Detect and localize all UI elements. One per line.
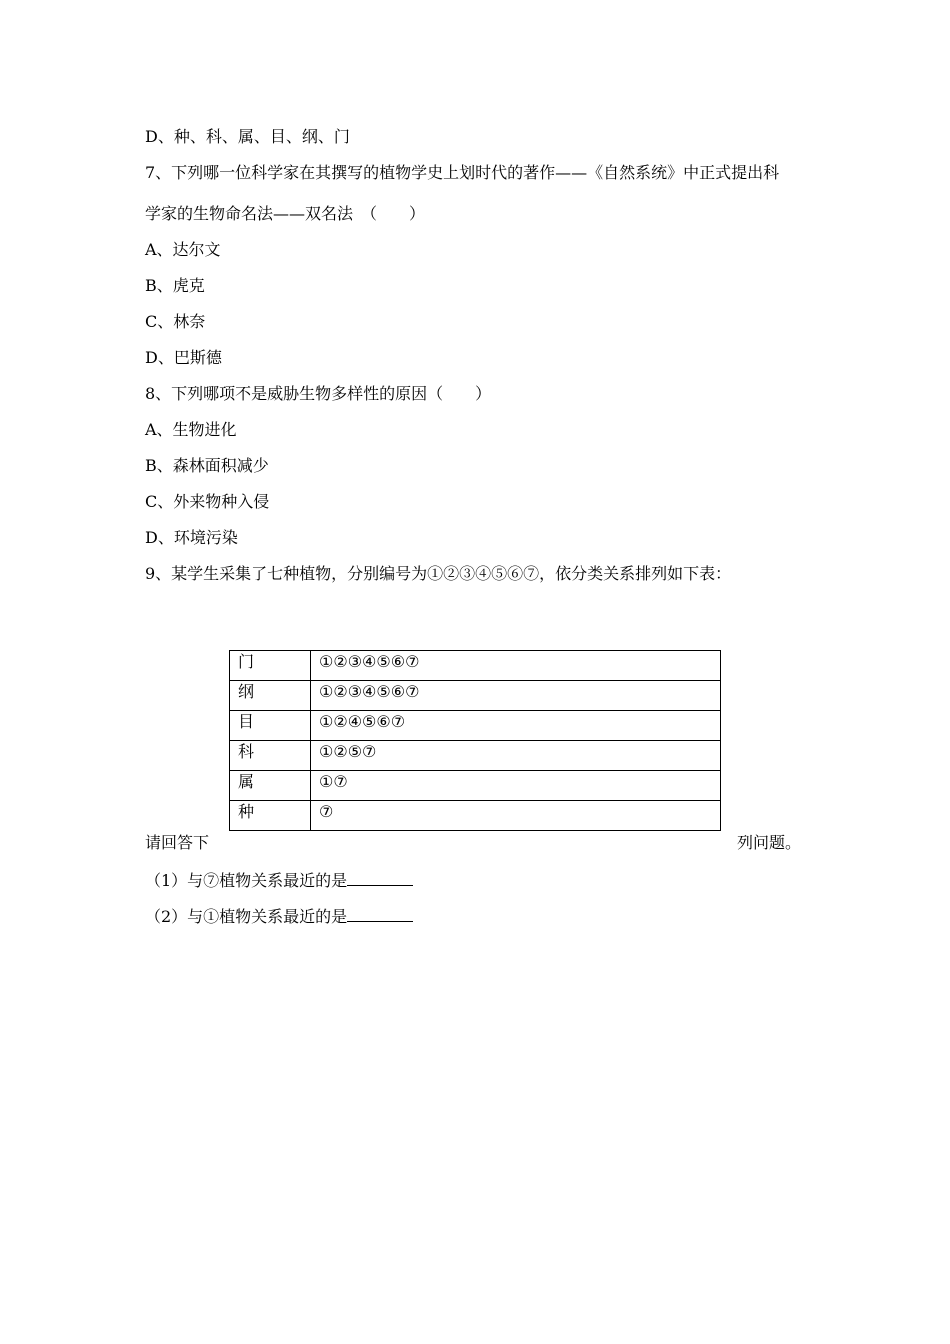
q8-option-a: A、生物进化 bbox=[145, 420, 237, 439]
q7-option-b: B、虎克 bbox=[145, 276, 205, 295]
q8-option-b: B、森林面积减少 bbox=[145, 456, 269, 475]
table-row bbox=[230, 741, 721, 771]
q9-sub1-text: （1）与⑦植物关系最近的是 bbox=[145, 871, 348, 890]
q9-prompt-left: 请回答下 bbox=[145, 833, 210, 852]
table-row bbox=[230, 681, 721, 711]
rank-cell: 门 bbox=[230, 651, 311, 681]
members-cell: ①⑦ bbox=[311, 771, 721, 801]
members-cell: ①②④⑤⑥⑦ bbox=[311, 711, 721, 741]
rank-cell: 目 bbox=[230, 711, 311, 741]
q9-stem: 9、某学生采集了七种植物，分别编号为①②③④⑤⑥⑦，依分类关系排列如下表： bbox=[145, 564, 732, 583]
classification-table bbox=[229, 650, 721, 831]
rank-cell: 科 bbox=[230, 741, 311, 771]
q8-option-d: D、环境污染 bbox=[145, 528, 238, 547]
q9-sub1 bbox=[145, 869, 413, 892]
q9-sub2 bbox=[145, 905, 413, 928]
members-cell: ①②③④⑤⑥⑦ bbox=[311, 651, 721, 681]
answer-blank-2[interactable] bbox=[347, 905, 413, 922]
q9-sub2-text: （2）与①植物关系最近的是 bbox=[145, 907, 348, 926]
q7-option-d: D、巴斯德 bbox=[145, 348, 222, 367]
answer-blank-1[interactable] bbox=[347, 869, 413, 886]
rank-cell: 纲 bbox=[230, 681, 311, 711]
members-cell: ①②③④⑤⑥⑦ bbox=[311, 681, 721, 711]
q7-option-c: C、林奈 bbox=[145, 312, 206, 331]
q7-option-a: A、达尔文 bbox=[145, 240, 221, 259]
table-row bbox=[230, 771, 721, 801]
table-row bbox=[230, 651, 721, 681]
q7-stem-line1: 7、下列哪一位科学家在其撰写的植物学史上划时代的著作——《自然系统》中正式提出科 bbox=[145, 163, 780, 182]
q9-prompt-right: 列问题。 bbox=[737, 833, 802, 852]
q7-stem-line2: 学家的生物命名法——双名法 （ ） bbox=[145, 204, 426, 223]
rank-cell: 属 bbox=[230, 771, 311, 801]
table-row bbox=[230, 801, 721, 831]
q8-option-c: C、外来物种入侵 bbox=[145, 492, 270, 511]
members-cell: ⑦ bbox=[311, 801, 721, 831]
q8-stem: 8、下列哪项不是威胁生物多样性的原因（ ） bbox=[145, 384, 492, 403]
rank-cell: 种 bbox=[230, 801, 311, 831]
members-cell: ①②⑤⑦ bbox=[311, 741, 721, 771]
table-row bbox=[230, 711, 721, 741]
q6-option-d: D、种、科、属、目、纲、门 bbox=[145, 127, 350, 146]
